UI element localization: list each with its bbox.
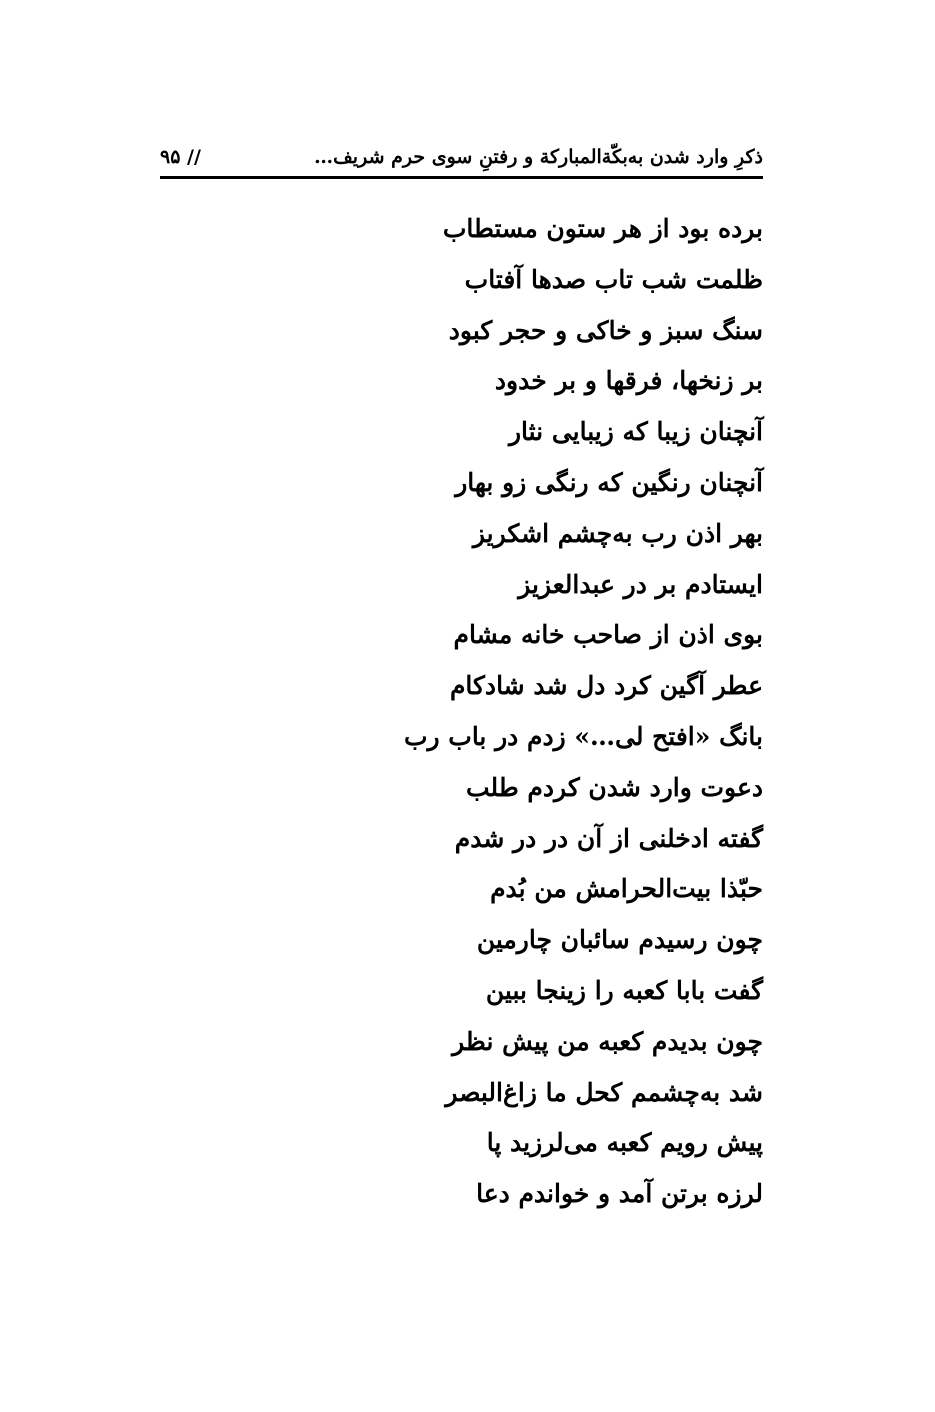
verse-line: چون رسیدم سائبان چارمین [476,925,763,955]
verse-line: ایستادم بر در عبدالعزیز [518,569,763,599]
verse-line: آنچنان رنگین که رنگی زو بهار [455,467,763,497]
verse-line: گفته ادخلنی از آن در در شدم [454,823,763,853]
verse-line: بانگ «افتح لی…» زدم در باب رب [403,721,763,751]
verse-line: عطر آگین کرد دل شد شادکام [449,671,763,701]
verse-line: گفت بابا کعبه را زینجا ببین [485,975,763,1005]
verse-line: سنگ سبز و خاکی و حجر کبود [448,315,763,345]
verse-line: چون بدیدم کعبه من پیش نظر [452,1026,763,1056]
verse-line: لرزه برتن آمد و خواندم دعا [476,1179,763,1209]
verse-line: ظلمت شب تاب صدها آفتاب [464,264,763,294]
verse-line: برده بود از هر ستون مستطاب [442,214,763,243]
running-header [160,142,763,176]
header-title: ذکرِ وارد شدن به‌بکّةالمبارکة و رفتنِ سوی حرم شریف… [314,146,763,168]
page-number: // ۹۵ [160,146,201,168]
verse-line: شد به‌چشمم کحل ما زاغ‌البصر [445,1077,763,1107]
verse-line: بر زنخها، فرقها و بر خدود [494,366,763,396]
verse-line: پیش رویم کعبه می‌لرزید پا [486,1128,763,1158]
header-rule [160,176,763,179]
verse-list [163,204,763,1220]
verse-line: بهر اذن رب به‌چشم اشکریز [472,518,763,548]
verse-line: حبّذا بیت‌الحرامش من بُدم [490,874,763,904]
verse-line: بوی اذن از صاحب خانه مشام [453,620,763,650]
verse-line: آنچنان زیبا که زیبایی نثار [508,417,763,447]
verse-line: دعوت وارد شدن کردم طلب [466,772,763,802]
